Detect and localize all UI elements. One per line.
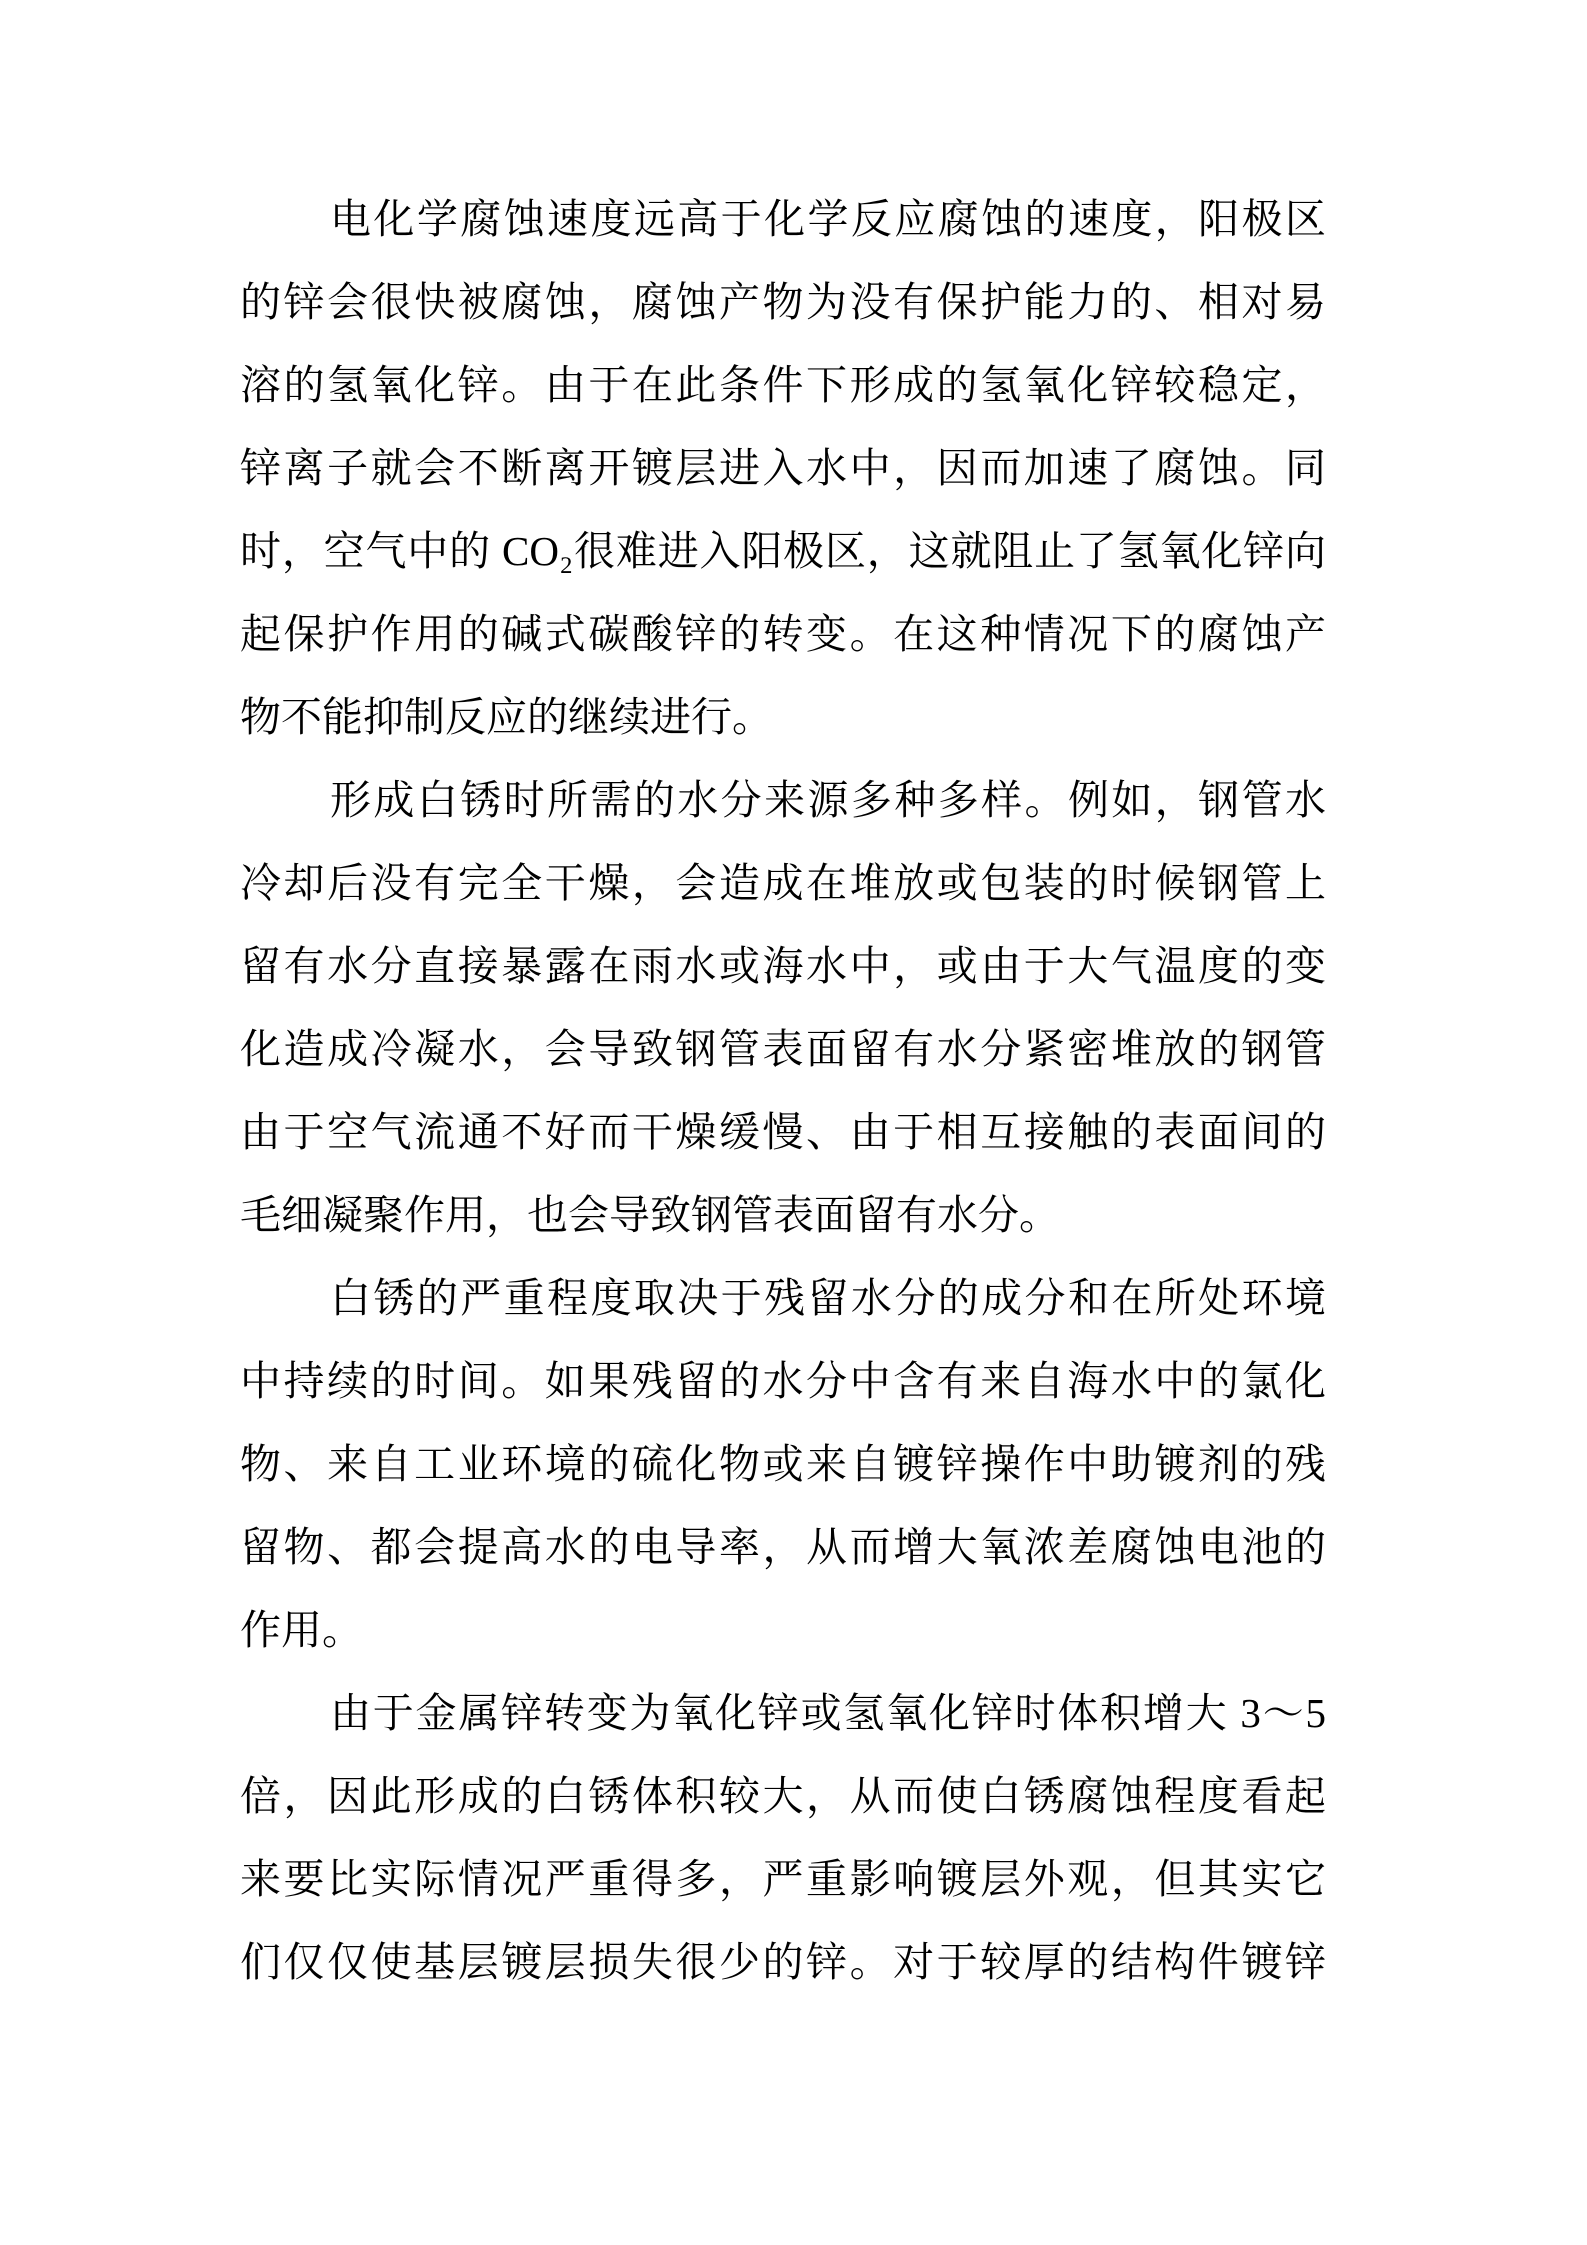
text-line: 毛细凝聚作用，也会导致钢管表面留有水分。	[240, 1192, 1060, 1238]
text-line: 的锌会很快被腐蚀，腐蚀产物为没有保护能力的、相对易	[240, 279, 1326, 325]
text-line: 留有水分直接暴露在雨水或海水中，或由于大气温度的变	[240, 943, 1326, 989]
text-line: 作用。	[240, 1607, 363, 1653]
text-line: 形成白锈时所需的水分来源多种多样。例如，钢管水	[330, 777, 1326, 823]
text-line: 冷却后没有完全干燥，会造成在堆放或包装的时候钢管上	[240, 860, 1326, 906]
text-line: 来要比实际情况严重得多，严重影响镀层外观，但其实它	[240, 1856, 1326, 1902]
text-line: 中持续的时间。如果残留的水分中含有来自海水中的氯化	[240, 1358, 1326, 1404]
paragraph	[240, 1672, 1326, 2004]
text-line: 由于金属锌转变为氧化锌或氢氧化锌时体积增大 3～5	[330, 1690, 1326, 1736]
text-line: 倍，因此形成的白锈体积较大，从而使白锈腐蚀程度看起	[240, 1773, 1326, 1819]
text-line: 起保护作用的碱式碳酸锌的转变。在这种情况下的腐蚀产	[240, 611, 1326, 657]
text-line: 锌离子就会不断离开镀层进入水中，因而加速了腐蚀。同	[240, 445, 1326, 491]
text-line: 时，空气中的 CO₂很难进入阳极区，这就阻止了氢氧化锌向	[240, 528, 1326, 574]
text-line: 们仅仅使基层镀层损失很少的锌。对于较厚的结构件镀锌	[240, 1939, 1326, 1985]
text-line: 留物、都会提高水的电导率，从而增大氧浓差腐蚀电池的	[240, 1524, 1326, 1570]
text-line: 由于空气流通不好而干燥缓慢、由于相互接触的表面间的	[240, 1109, 1326, 1155]
text-line: 溶的氢氧化锌。由于在此条件下形成的氢氧化锌较稳定，	[240, 362, 1326, 408]
paragraph	[240, 1257, 1326, 1672]
paragraph	[240, 178, 1326, 759]
text-line: 白锈的严重程度取决于残留水分的成分和在所处环境	[330, 1275, 1326, 1321]
text-line: 物、来自工业环境的硫化物或来自镀锌操作中助镀剂的残	[240, 1441, 1326, 1487]
text-line: 电化学腐蚀速度远高于化学反应腐蚀的速度，阳极区	[330, 196, 1326, 242]
document-body	[240, 178, 1326, 2004]
paragraph	[240, 759, 1326, 1257]
text-line: 物不能抑制反应的继续进行。	[240, 694, 773, 740]
text-line: 化造成冷凝水，会导致钢管表面留有水分紧密堆放的钢管	[240, 1026, 1326, 1072]
